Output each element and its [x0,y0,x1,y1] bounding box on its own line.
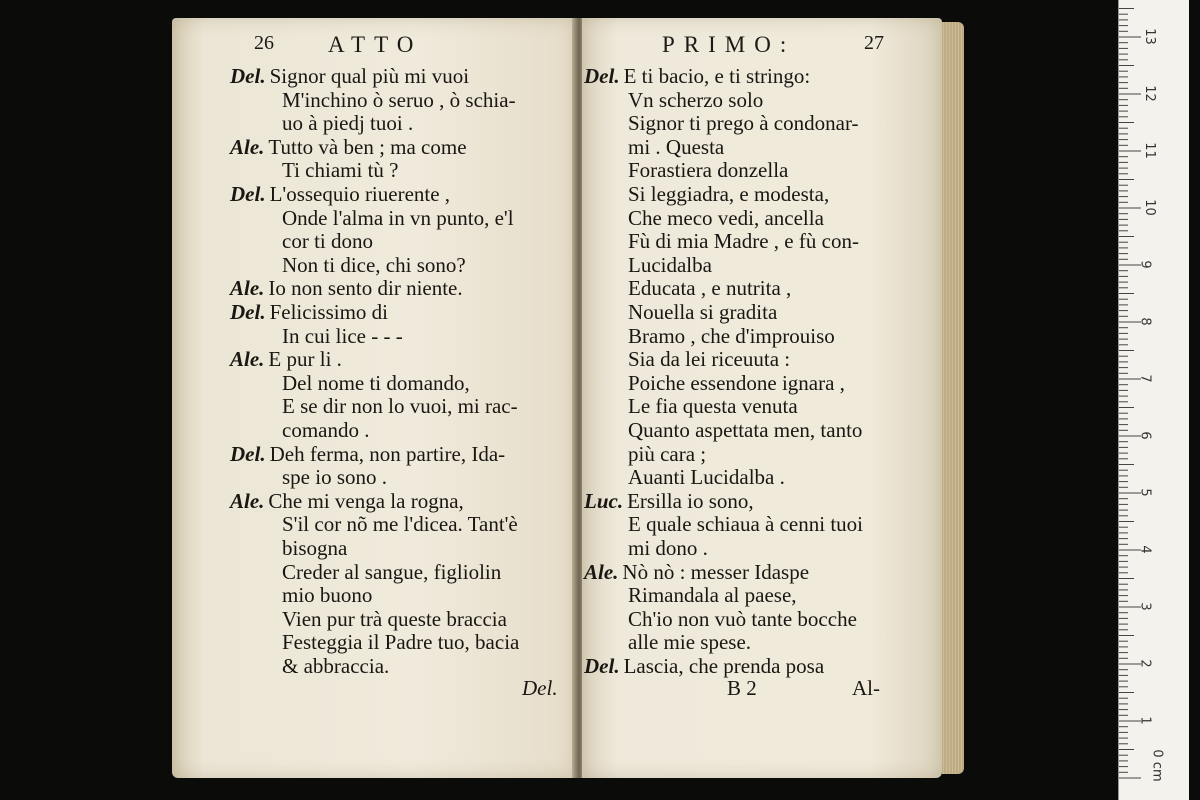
text-line [628,300,777,324]
text-line [628,536,708,560]
verse-text: uo à piedj tuoi . [282,111,414,136]
text-line [282,111,413,135]
text-line [282,654,389,678]
text-line [230,182,450,206]
verse-text: Bramo , che d'improuiso [628,323,835,348]
verse-text: Che meco vedi, ancella [628,205,824,230]
verse-text: Ti chiami tù ? [282,158,399,183]
ruler-scale [1119,0,1189,800]
text-line [628,158,788,182]
speaker-name: Luc. [584,488,624,513]
verse-text: Si leggiadra, e modesta, [628,182,830,206]
measuring-ruler [1118,0,1189,800]
verse-text: E se dir non lo vuoi, mi rac- [282,394,518,419]
verse-text: Sia da lei riceuuta : [628,347,791,372]
verse-text: Felicissimo di [269,300,389,324]
verse-text: Rimandala al paese, [628,583,797,608]
text-line [628,418,862,442]
verse-text: più cara ; [628,441,707,466]
text-line [282,512,518,536]
verse-text: Quanto aspettata men, tanto [628,418,863,442]
page-edges [942,22,964,774]
verse-text: alle mie spese. [628,630,752,655]
ruler-number: 4 [1137,545,1153,554]
verse-text: Io non sento dir niente. [268,276,463,301]
verse-text: Ch'io non vuò tante bocche [628,606,857,631]
verse-text: Lascia, che prenda posa [623,654,825,678]
verse-text: Tutto và ben ; ma come [268,134,467,159]
text-line [628,583,797,607]
verse-text: Vn scherzo solo [628,87,764,112]
text-line [282,371,470,395]
verse-text: Ersilla io sono, [627,488,754,513]
text-line [628,347,790,371]
text-line [628,465,785,489]
verse-text: Deh ferma, non partire, Ida- [269,441,506,466]
text-line [628,630,751,654]
text-line [584,654,824,678]
ruler-number: 8 [1137,317,1153,326]
text-line [628,512,863,536]
text-line [628,229,859,253]
verse-text: E pur li . [268,347,342,372]
speaker-name: Del. [230,441,266,466]
text-line [584,560,809,584]
ruler-number: 10 [1141,199,1157,216]
ruler-number: 6 [1137,431,1153,440]
ruler-number: 2 [1137,659,1153,668]
verse-text: & abbraccia. [282,654,390,678]
verse-text: E ti bacio, e ti stringo: [623,64,811,88]
text-line [282,536,347,560]
text-line [628,324,835,348]
ruler-number: 1 [1137,716,1153,725]
verse-text: E quale schiaua à cenni tuoi [628,512,863,537]
text-line [628,182,829,206]
text-line [628,442,706,466]
verse-text: Onde l'alma in vn punto, e'l [282,205,514,230]
verse-text: Auanti Lucidalba . [628,465,785,490]
verse-text: bisogna [282,536,348,560]
ruler-number: 3 [1137,602,1153,611]
ruler-unit-label: 0 cm [1149,749,1165,782]
verse-text: cor ti dono [282,229,373,254]
text-line [282,324,403,348]
ruler-number: 9 [1137,260,1153,269]
ruler-number: 7 [1137,374,1153,383]
open-book [172,18,992,788]
right-catchword: Al- [852,676,880,700]
text-line [282,630,519,654]
text-line [230,135,467,159]
text-line [282,206,514,230]
verse-text: Non ti dice, chi sono? [282,252,466,277]
text-line [628,135,724,159]
verse-text: L'ossequio riuerente , [269,182,451,206]
verse-text: mio buono [282,583,373,608]
verse-text: Creder al sangue, figliolin [282,559,502,584]
text-line [628,276,791,300]
text-line [282,607,507,631]
verse-text: comando . [282,418,370,442]
speaker-name: Ale. [584,559,619,584]
ruler-number: 12 [1141,85,1157,102]
text-line [628,394,798,418]
text-line [282,158,398,182]
ruler-number: 5 [1137,488,1153,497]
verse-text: Nouella si gradita [628,300,778,324]
speaker-name: Del. [584,64,620,88]
text-line [282,253,466,277]
verse-text: Signor qual più mi vuoi [269,64,470,88]
left-folio: 26 [254,32,274,54]
text-line [282,418,369,442]
verse-text: Lucidalba [628,252,712,277]
verse-text: Festeggia il Padre tuo, bacia [282,630,520,655]
verse-text: Che mi venga la rogna, [268,488,464,513]
verse-text: Fù di mia Madre , e fù con- [628,229,859,254]
verse-text: Del nome ti domando, [282,370,470,395]
text-line [282,88,516,112]
verse-text: Vien pur trà queste braccia [282,606,507,631]
ruler-number: 13 [1141,28,1157,45]
text-line [230,64,469,88]
verse-text: Forastiera donzella [628,158,789,183]
text-line [230,300,388,324]
speaker-name: Ale. [230,488,265,513]
text-line [584,489,754,513]
speaker-name: Del. [230,64,266,88]
verse-text: mi . Questa [628,134,725,159]
speaker-name: Del. [230,182,266,206]
text-line [282,583,372,607]
verse-text: Poiche essendone ignara , [628,370,845,395]
speaker-name: Ale. [230,276,265,301]
verse-text: Nò nò : messer Idaspe [622,559,810,584]
text-line [230,489,464,513]
speaker-name: Del. [584,654,620,678]
verse-text: spe io sono . [282,465,387,490]
text-line [628,88,763,112]
left-running-head: ATTO [328,32,423,57]
text-line [628,607,857,631]
right-folio: 27 [864,32,884,54]
text-line [628,111,859,135]
signature-mark: B 2 [727,676,757,700]
speaker-name: Del. [230,300,266,324]
right-running-head: PRIMO: [662,32,796,57]
text-line [628,371,845,395]
text-line [282,229,373,253]
verse-text: S'il cor nõ me l'dicea. Tant'è [282,512,518,537]
text-line [282,465,387,489]
left-catchword: Del. [522,676,558,700]
text-line [628,206,824,230]
text-line [230,276,463,300]
text-line [584,64,810,88]
text-line [230,347,342,371]
speaker-name: Ale. [230,134,265,159]
verse-text: M'inchino ò seruo , ò schia- [282,87,516,112]
speaker-name: Ale. [230,347,265,372]
ruler-number: 11 [1141,142,1157,159]
verse-text: In cui lice - - - [282,323,403,348]
verse-text: Educata , e nutrita , [628,276,792,301]
text-line [282,394,518,418]
text-line [282,560,501,584]
verse-text: Le fia questa venuta [628,394,798,419]
text-line [230,442,505,466]
verse-text: Signor ti prego à condonar- [628,111,859,136]
verse-text: mi dono . [628,536,708,560]
text-line [628,253,712,277]
